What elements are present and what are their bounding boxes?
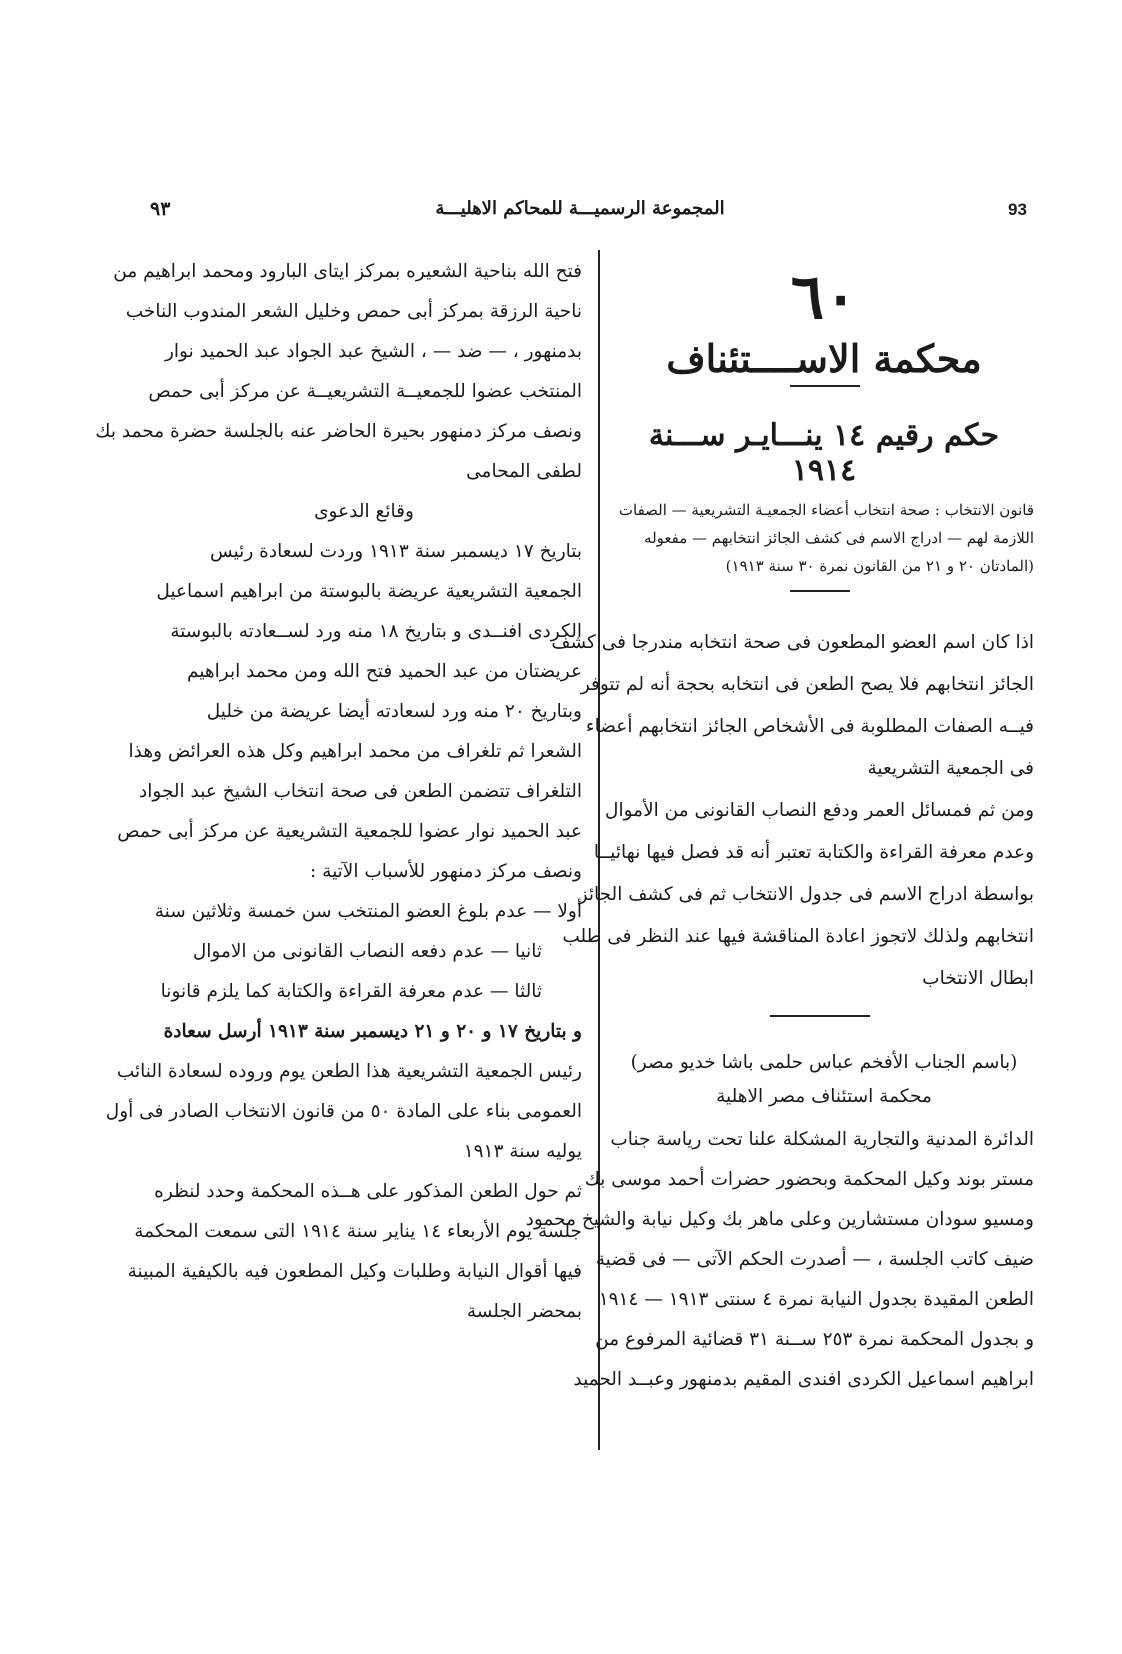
parties-line: لطفى المحامى xyxy=(466,461,582,482)
parties-line: فتح الله بناحية الشعيره بمركز ايتاى البارود ومحمد ابراهيم من xyxy=(113,261,582,282)
summary-line: اللازمة لهم — ادراج الاسم فى كشف الجائز انتخابهم — مفعوله xyxy=(644,529,1034,547)
continuation-line: رئيس الجمعية التشريعية هذا الطعن يوم وروده لسعادة النائب xyxy=(116,1061,582,1082)
holding-line: فيــه الصفات المطلوبة فى الأشخاص الجائز انتخابهم أعضاء xyxy=(585,716,1034,737)
divider-rule xyxy=(770,1015,870,1017)
continuation-line: العمومى بناء على المادة ٥٠ من قانون الانتخاب الصادر فى أول xyxy=(105,1101,582,1122)
continuation-line: ثم حول الطعن المذكور على هــذه المحكمة وحدد لنظره xyxy=(154,1181,582,1202)
left-column xyxy=(95,252,582,1332)
continuation-line: و بتاريخ ١٧ و ٢٠ و ٢١ ديسمبر سنة ١٩١٣ أرسل سعادة xyxy=(163,1021,582,1042)
proceedings-line: الطعن المقيدة بجدول النيابة نمرة ٤ سنتى ١٩١٣ — ١٩١٤ xyxy=(598,1289,1034,1310)
parties-line: ناحية الرزقة بمركز أبى حمص وخليل الشعر المندوب الناخب xyxy=(125,301,582,322)
proceedings-line: مستر بوند وكيل المحكمة وبحضور حضرات أحمد موسى بك xyxy=(584,1169,1034,1190)
holding-line: اذا كان اسم العضو المطعون فى صحة انتخابه مندرجا فى كشف xyxy=(551,632,1034,653)
holding-line: بواسطة ادراج الاسم فى جدول الانتخاب ثم فى كشف الجائز xyxy=(578,884,1034,905)
holding-line: الجائز انتخابهم فلا يصح الطعن فى انتخابه بحجة أنه لم تتوفر xyxy=(580,674,1034,695)
in-the-name-of: (باسم الجناب الأفخم عباس حلمى باشا خديو مصر) xyxy=(630,1052,1018,1073)
proceedings xyxy=(525,1120,1034,1400)
parties-line: ونصف مركز دمنهور بحيرة الحاضر عنه بالجلسة حضرة محمد بك xyxy=(95,421,582,442)
proceedings-line: ومسيو سودان مستشارين وعلى ماهر بك وكيل نيابة والشيخ محمود xyxy=(525,1209,1034,1230)
holding-line: فى الجمعية التشريعية xyxy=(867,758,1034,779)
headnote-summary xyxy=(614,496,1034,580)
summary-line: قانون الانتخاب : صحة انتخاب أعضاء الجمعيـة التشريعية — الصفات xyxy=(618,501,1034,519)
ground-line: ثانيا — عدم دفعه النصاب القانونى من الاموال xyxy=(192,941,542,962)
facts-line: عبد الحميد نوار عضوا للجمعية التشريعية عن مركز أبى حمص xyxy=(117,821,582,842)
holding-line: ومن ثم فمسائل العمر ودفع النصاب القانونى من الأموال xyxy=(605,800,1034,821)
holdings xyxy=(551,622,1034,1000)
proceedings-line: و بجدول المحكمة نمرة ٢٥٣ ســنة ٣١ قضائية المرفوع من xyxy=(595,1329,1034,1350)
page-number: 93 xyxy=(1008,200,1027,219)
facts-line: الجمعية التشريعية عريضة بالبوستة من ابراهيم اسماعيل xyxy=(156,581,582,602)
holding-line: وعدم معرفة القراءة والكتابة تعتبر أنه قد فصل فيها نهائيــا xyxy=(593,842,1034,863)
continuation-line: جلسة يوم الأربعاء ١٤ يناير سنة ١٩١٤ التى سمعت المحكمة xyxy=(134,1221,582,1242)
divider-rule xyxy=(790,385,860,387)
proceedings-line: ابراهيم اسماعيل الكردى افندى المقيم بدمنهور وعبــد الحميد xyxy=(573,1369,1034,1390)
ground-line: أولا — عدم بلوغ العضو المنتخب سن خمسة وثلاثين سنة xyxy=(154,901,582,922)
facts-line: عريضتان من عبد الحميد فتح الله ومن محمد ابراهيم xyxy=(187,661,582,682)
page-number-arabic: ٩٣ xyxy=(150,198,171,220)
case-number: ٦٠ xyxy=(790,260,858,333)
judgment-title: حكم رقيم ١٤ ينـــايـر ســـنة ١٩١٤ xyxy=(648,418,1000,488)
parties-line: بدمنهور ، — ضد — ، الشيخ عبد الجواد عبد الحميد نوار xyxy=(164,341,582,362)
facts-line: الشعرا ثم تلغراف من محمد ابراهيم وكل هذه العرائض وهذا xyxy=(128,741,582,762)
continuation-line: بمحضر الجلسة xyxy=(466,1301,582,1322)
ground-line: ثالثا — عدم معرفة القراءة والكتابة كما يلزم قانونا xyxy=(160,981,542,1002)
holding-line: انتخابهم ولذلك لاتجوز اعادة المناقشة فيها عند النظر فى طلب xyxy=(562,926,1034,947)
facts-line: الكردى افنــدى و بتاريخ ١٨ منه ورد لســعادته بالبوستة xyxy=(170,621,582,642)
court-name: محكمة الاســــتئناف xyxy=(666,336,982,381)
court-subtitle: محكمة استئناف مصر الاهلية xyxy=(716,1086,932,1107)
facts-line: التلغراف تتضمن الطعن فى صحة انتخاب الشيخ عبد الجواد xyxy=(139,781,582,802)
continuation-line: يوليه سنة ١٩١٣ xyxy=(463,1141,582,1162)
facts-line: ونصف مركز دمنهور للأسباب الآتية : xyxy=(310,861,582,882)
facts-heading: وقائع الدعوى xyxy=(314,501,414,522)
running-title: المجموعة الرسميـــة للمحاكم الاهليـــة xyxy=(435,198,725,219)
continuation-line: فيها أقوال النيابة وطلبات وكيل المطعون فيه بالكيفية المبينة xyxy=(127,1261,582,1282)
holding-line: ابطال الانتخاب xyxy=(922,968,1034,989)
running-header xyxy=(0,198,1122,226)
proceedings-line: الدائرة المدنية والتجارية المشكلة علنا تحت رياسة جناب xyxy=(610,1129,1034,1150)
facts-line: وبتاريخ ٢٠ منه ورد لسعادته أيضا عريضة من خليل xyxy=(206,701,582,722)
parties-line: المنتخب عضوا للجمعيــة التشريعيــة عن مركز أبى حمص xyxy=(148,381,582,402)
facts-line: بتاريخ ١٧ ديسمبر سنة ١٩١٣ وردت لسعادة رئيس xyxy=(210,541,582,562)
summary-line: (المادتان ٢٠ و ٢١ من القانون نمرة ٣٠ سنة ١٩١٣) xyxy=(725,557,1034,575)
divider-rule xyxy=(790,590,850,592)
proceedings-line: ضيف كاتب الجلسة ، — أصدرت الحكم الآتى — فى قضية xyxy=(595,1249,1034,1270)
